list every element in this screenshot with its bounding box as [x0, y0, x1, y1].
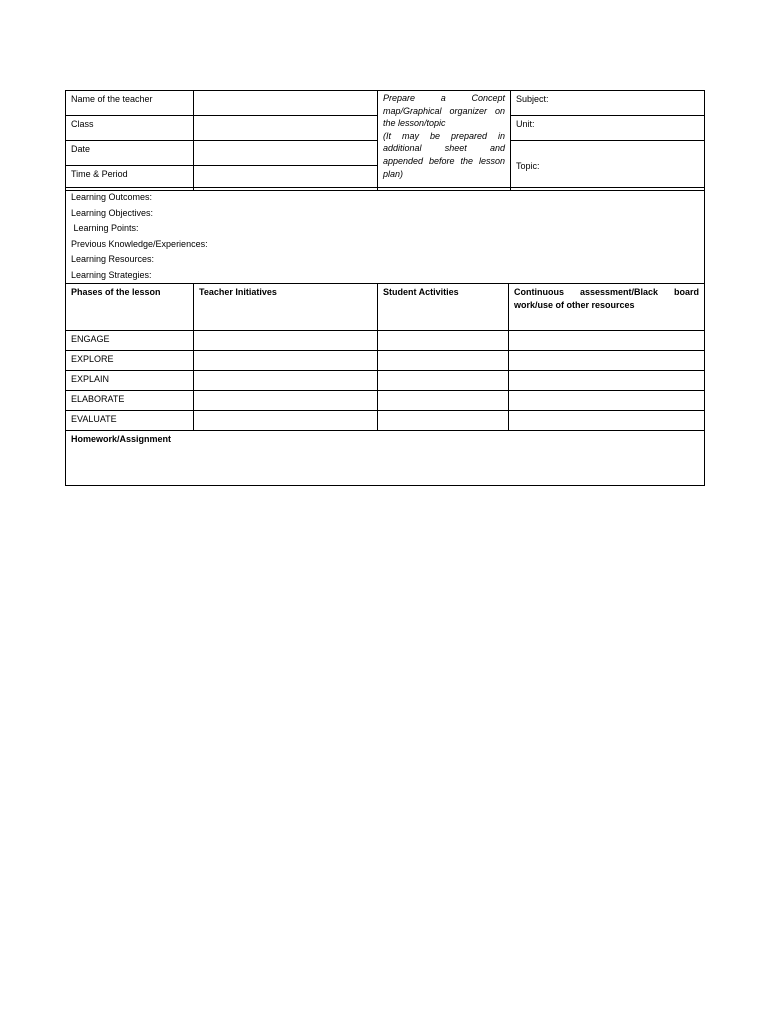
explore-assessment-cell[interactable]	[509, 351, 705, 371]
column-header-teacher: Teacher Initiatives	[194, 284, 378, 331]
engage-teacher-cell[interactable]	[194, 331, 378, 351]
date-field[interactable]	[194, 141, 378, 166]
concept-map-note	[378, 91, 511, 191]
elaborate-student-cell[interactable]	[378, 391, 509, 411]
date-label: Date	[66, 141, 194, 166]
objective-strategies: Learning Strategies:	[71, 269, 152, 280]
evaluate-teacher-cell[interactable]	[194, 411, 378, 431]
objective-objectives: Learning Objectives:	[71, 207, 154, 218]
topic-field[interactable]: Topic:	[511, 141, 705, 191]
concept-note-line1: Prepare a Concept map/Graphical organizer on the lesson/topic	[383, 93, 505, 129]
phase-explore: EXPLORE	[66, 351, 194, 371]
column-header-phases: Phases of the lesson	[66, 284, 194, 331]
evaluate-student-cell[interactable]	[378, 411, 509, 431]
subject-field[interactable]: Subject:	[511, 91, 705, 116]
explore-teacher-cell[interactable]	[194, 351, 378, 371]
engage-student-cell[interactable]	[378, 331, 509, 351]
objective-previous-knowledge: Previous Knowledge/Experiences:	[71, 238, 208, 249]
class-label: Class	[66, 116, 194, 141]
objective-resources: Learning Resources:	[71, 254, 155, 264]
objectives-block[interactable]	[66, 188, 705, 284]
objective-outcomes: Learning Outcomes:	[71, 192, 153, 202]
engage-assessment-cell[interactable]	[509, 331, 705, 351]
class-field[interactable]	[194, 116, 378, 141]
evaluate-assessment-cell[interactable]	[509, 411, 705, 431]
time-period-label: Time & Period	[66, 166, 194, 191]
unit-field[interactable]: Unit:	[511, 116, 705, 141]
column-header-student: Student Activities	[378, 284, 509, 331]
teacher-name-field[interactable]	[194, 91, 378, 116]
phase-explain: EXPLAIN	[66, 371, 194, 391]
concept-note-line2: (It may be prepared in additional sheet and appended before the lesson plan)	[383, 130, 505, 179]
phase-evaluate: EVALUATE	[66, 411, 194, 431]
explain-teacher-cell[interactable]	[194, 371, 378, 391]
explore-student-cell[interactable]	[378, 351, 509, 371]
explain-assessment-cell[interactable]	[509, 371, 705, 391]
lesson-body-table	[65, 187, 705, 486]
elaborate-teacher-cell[interactable]	[194, 391, 378, 411]
phase-elaborate: ELABORATE	[66, 391, 194, 411]
phase-engage: ENGAGE	[66, 331, 194, 351]
column-header-assessment: Continuous assessment/Black board work/use of other resources	[509, 284, 705, 331]
teacher-name-label: Name of the teacher	[66, 91, 194, 116]
lesson-header-table	[65, 90, 705, 191]
elaborate-assessment-cell[interactable]	[509, 391, 705, 411]
explain-student-cell[interactable]	[378, 371, 509, 391]
objective-points: Learning Points:	[71, 223, 139, 233]
homework-assignment[interactable]: Homework/Assignment	[66, 431, 705, 486]
